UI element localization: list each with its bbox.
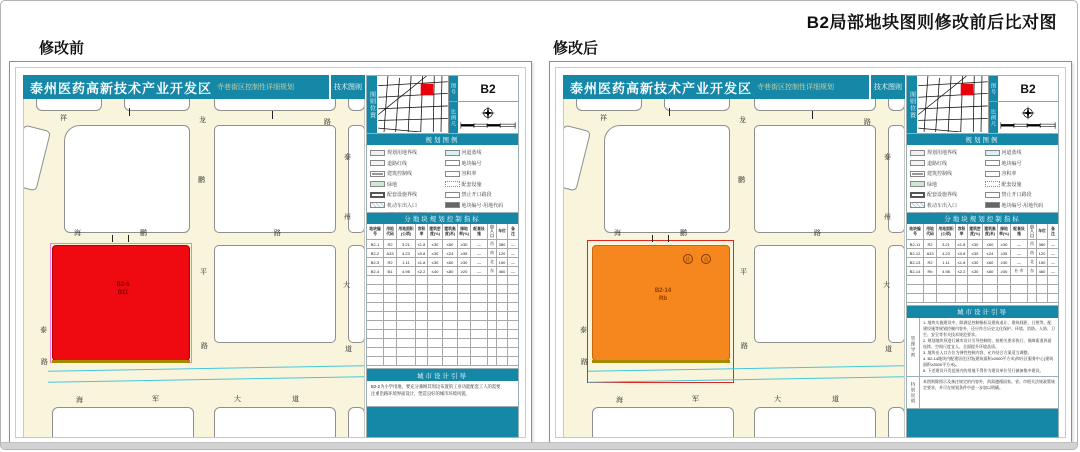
legend-item (910, 202, 981, 209)
locator-highlight (961, 84, 974, 96)
road-label: 鹏 (198, 177, 205, 184)
legend-swatch (445, 160, 460, 166)
footer-bar (907, 409, 1058, 437)
city-block (754, 407, 876, 438)
road-label: 大 (774, 396, 781, 403)
road-label: 泰 (884, 154, 891, 161)
legend-label: 绿地 (927, 181, 938, 188)
city-block (36, 99, 102, 111)
legend-item (445, 170, 516, 177)
legend-swatch (910, 202, 925, 208)
city-block (52, 407, 194, 438)
road-label: 龙 (739, 117, 746, 124)
legend-label: 配套设施 (461, 181, 482, 188)
road-tick (668, 235, 669, 242)
legend-swatch (985, 150, 1000, 156)
legend-item (370, 170, 441, 177)
legend-swatch (985, 160, 1000, 166)
road-label: 道 (885, 346, 892, 353)
sheet-corner-tag: 技术图则 (329, 75, 365, 99)
management-notes-label: 管理导则 (907, 318, 920, 377)
road-label: 祥 (60, 115, 67, 122)
legend-swatch (910, 150, 925, 156)
legend-column-right (985, 149, 1056, 208)
legend-item (445, 181, 516, 188)
city-block (754, 99, 876, 111)
road-label: 泰 (580, 327, 587, 334)
sheet-header (23, 75, 365, 99)
road-tick (652, 235, 653, 242)
scale-label: 比例尺 (449, 102, 458, 133)
legend-title-bar: 规划图例 (367, 134, 518, 145)
table-title-bar: 分地块规划控制指标 (907, 213, 1058, 224)
info-column-after (906, 75, 1059, 438)
legend-swatch (910, 181, 925, 187)
guide-title-bar: 城市设计引导 (907, 306, 1058, 318)
road-label: 平 (740, 269, 747, 276)
facility-badge: 社 (683, 254, 693, 264)
road-label: 军 (692, 396, 699, 403)
legend-swatch (985, 181, 1000, 187)
legend-item (370, 202, 441, 209)
city-block (214, 245, 336, 343)
legend (367, 145, 518, 213)
legend-swatch (910, 171, 925, 177)
legend-label: 配套设施界线 (387, 192, 418, 198)
city-block (348, 245, 365, 343)
legend-label: 容积率 (461, 171, 477, 177)
canal-line (48, 376, 365, 383)
legend-swatch (370, 192, 385, 198)
road-label: 路 (41, 359, 48, 366)
control-table-after: 地块编号 用地代码 用地面积(公顷) 容积率 建筑密度(%) 建筑高度(米) 绿地率(%) 配套设施 出入口 车位 备 注 B2-11 R2 3.21 ≤1.8 ≤30 ≤60 ≥30 — 西 380 — B2-12 A33 4.23 ≤0.8 ≤30 ≤24 ≥35 — 南 120 — B2-13 R2 1.11 ≤1.8 ≤30 ≤60 ≥30 — 北 150 — B2-14 Rb 4.98 ≤2.2 ≤30 ≤60 ≥30 社·市 东 460 — (907, 224, 1058, 306)
road-label: 鹏 (680, 230, 687, 237)
note-line: 1. 地块实施建设中，除满足控制指标及建筑退让、建筑间距、日照等，配建设施等规划控制内容外，还应符合历史文化保护、环境、消防、人防、卫生、安全等有关技术规范要求。 (923, 319, 1055, 337)
legend-swatch (370, 150, 385, 156)
road-label: 州 (344, 214, 351, 221)
road-tick (812, 111, 813, 119)
road-label: 路 (274, 230, 281, 237)
footer-bar (367, 407, 518, 437)
city-block (576, 99, 642, 111)
road-label: 路 (814, 230, 821, 237)
locator-map (917, 76, 989, 133)
label-before: 修改前 (39, 40, 85, 57)
label-after: 修改后 (553, 40, 599, 57)
legend-swatch (910, 160, 925, 166)
legend-label: 规划用地界线 (387, 150, 418, 156)
management-notes (907, 318, 1058, 378)
city-block (754, 245, 876, 343)
city-block (754, 125, 876, 233)
legend-item (370, 149, 441, 156)
locator-highlight (421, 84, 434, 96)
note-line: 4. B2-14地块内配建居住区级(建筑面积≥2000平方米)和社区服务中心(建筑面积≥2500平方米)。 (923, 355, 1054, 367)
facility-badge: 市 (701, 254, 711, 264)
block-label (93, 282, 153, 298)
road-label: 道 (345, 346, 352, 353)
legend-label: 配套设施界线 (927, 192, 958, 198)
legend-swatch (910, 192, 925, 198)
legend-swatch (985, 171, 1000, 177)
legend-label: 地块编号 (1001, 160, 1022, 167)
road-tick (129, 108, 130, 116)
special-notes-body: 本图则除图示及备注规定的内容外，尚需遵循国家、省、市相关法规政策规定要求，并可在规划条件中进一步加以明确。 (923, 379, 1055, 391)
sheet-title: 泰州医药高新技术产业开发区 (30, 80, 213, 96)
scale-bar (459, 122, 517, 130)
city-block (348, 407, 365, 438)
road-label: 祥 (600, 115, 607, 122)
legend-label: 机动车出入口 (927, 202, 958, 209)
sheet-before (9, 61, 532, 444)
city-block (214, 99, 336, 111)
locator-side-label: 图则位置 (367, 76, 377, 133)
legend-label: 道路红线 (927, 160, 948, 167)
legend-item (370, 191, 441, 198)
legend-swatch (445, 171, 460, 177)
control-table-before: 地块编号 用地代码 用地面积(公顷) 容积率 建筑密度(%) 建筑高度(米) 绿地率(%) 配套设施 出入口 车位 备 注 B2-1 R2 3.21 ≤1.8 ≤30 ≤60 ≥30 — 西 380 — B2-2 A33 4.23 ≤0.8 ≤30 ≤24 ≥35 — 南 120 — B2-3 R2 1.11 ≤1.8 ≤30 ≤60 ≥30 — 北 150 — B2-4 B1 4.98 ≤2.2 ≤40 ≤80 ≥20 — 东 460 — (367, 224, 518, 369)
note-line: B2-2为小学用地，要充分兼顾其周边布置的工业功能配套工人的需要， (371, 384, 505, 390)
city-block (664, 99, 730, 111)
note-line: 2. 规划地块须进行城市设计引导控制的，按相关要求执行，保障街道界面连续、空间尺度宜人、全面提升环境品质。 (923, 337, 1052, 349)
legend-item (910, 170, 981, 177)
legend (907, 145, 1058, 213)
legend-label: 绿地 (387, 181, 398, 188)
city-block (604, 125, 730, 233)
block-id: B2-14 (654, 288, 672, 294)
legend-swatch (445, 202, 460, 208)
legend-item (985, 170, 1056, 177)
legend-label: 禁止开口路段 (461, 192, 492, 198)
road-label: 鹏 (140, 230, 147, 237)
green-strip (52, 360, 190, 363)
legend-item (985, 160, 1056, 167)
plan-map-after (563, 99, 905, 438)
road-label: 道 (832, 396, 839, 403)
legend-swatch (985, 192, 1000, 198)
scale-label: 比例尺 (989, 102, 998, 133)
sheet-title: 泰州医药高新技术产业开发区 (570, 80, 753, 96)
legend-label: 禁止开口路段 (1001, 192, 1032, 198)
road-label: 路 (201, 343, 208, 350)
sheet-header (563, 75, 905, 99)
plot-no-label: 图号 (989, 76, 998, 101)
legend-column-left (910, 149, 981, 208)
block-id: B2-5 (116, 282, 130, 288)
page-title: B2局部地块图则修改前后比对图 (806, 13, 1057, 32)
road-label: 路 (324, 119, 331, 126)
road-label: 泰 (40, 327, 47, 334)
legend-swatch (370, 181, 385, 187)
plot-no-value: B2 (480, 81, 496, 96)
road-label: 州 (884, 214, 891, 221)
road-tick (112, 235, 113, 242)
legend-item (985, 149, 1056, 156)
legend-swatch (370, 171, 385, 177)
legend-item (370, 160, 441, 167)
city-block (888, 245, 905, 343)
legend-label: 河道蓝线 (461, 150, 482, 156)
legend-item (370, 181, 441, 188)
green-strip (592, 360, 730, 363)
city-block (888, 407, 905, 438)
design-notes-before (367, 381, 518, 407)
legend-label: 机动车出入口 (387, 202, 418, 209)
city-block (214, 407, 336, 438)
legend-label: 地块编号·用地代码 (461, 202, 504, 209)
locator-section (907, 76, 1058, 134)
locator-map (377, 76, 449, 133)
block-code: Rb (659, 295, 667, 302)
road-tick (128, 235, 129, 242)
road-label: 道 (292, 396, 299, 403)
legend-label: 地块编号·用地代码 (1001, 202, 1044, 209)
legend-label: 容积率 (1001, 171, 1017, 177)
sheet-subtitle: 寺巷街区控制性详细规划 (217, 84, 295, 91)
legend-item (910, 191, 981, 198)
canal-line (48, 365, 365, 372)
legend-column-left (370, 149, 441, 208)
locator-map-grid (917, 76, 989, 132)
legend-item (985, 181, 1056, 188)
city-block (888, 99, 905, 111)
compass-icon (480, 105, 496, 121)
legend-swatch (985, 202, 1000, 208)
sheet-subtitle: 寺巷街区控制性详细规划 (757, 84, 835, 91)
road-label: 大 (343, 282, 350, 289)
city-block (124, 99, 190, 111)
legend-label: 地块编号 (461, 160, 482, 167)
special-notes (907, 377, 1058, 409)
legend-title-bar: 规划图例 (907, 134, 1058, 145)
legend-item (910, 181, 981, 188)
locator-side-label: 图则位置 (907, 76, 917, 133)
legend-label: 规划用地界线 (927, 150, 958, 156)
road-label: 路 (581, 359, 588, 366)
block-label (633, 288, 693, 304)
note-line: 5. 下述建设开发范围内的用地不得作为建设单位另行储备集中建设。 (923, 367, 1044, 373)
city-block (214, 125, 336, 233)
legend-label: 河道蓝线 (1001, 150, 1022, 156)
subject-block-after (592, 245, 730, 361)
legend-item (445, 160, 516, 167)
legend-item (910, 160, 981, 167)
legend-swatch (445, 181, 460, 187)
road-label: 大 (883, 282, 890, 289)
legend-swatch (445, 192, 460, 198)
sheet-corner-tag: 技术图则 (869, 75, 905, 99)
legend-label: 道路红线 (387, 160, 408, 167)
special-notes-label: 特别说明 (907, 377, 920, 408)
compass-icon (1020, 105, 1036, 121)
plan-map-before (23, 99, 365, 438)
locator-map-grid (377, 76, 449, 132)
city-block (23, 125, 51, 192)
city-block (348, 99, 365, 111)
road-label: 军 (152, 396, 159, 403)
road-tick (669, 108, 670, 116)
legend-label: 配套设施 (1001, 181, 1022, 188)
road-tick (272, 111, 273, 119)
road-label: 龙 (199, 117, 206, 124)
subject-block-before (52, 245, 190, 361)
road-label: 平 (200, 269, 207, 276)
legend-label: 建筑控制线 (387, 171, 413, 177)
legend-item (985, 202, 1056, 209)
legend-item (910, 149, 981, 156)
city-block (64, 125, 190, 233)
legend-swatch (370, 160, 385, 166)
info-column-before (366, 75, 519, 438)
legend-column-right (445, 149, 516, 208)
table-title-bar: 分地块规划控制指标 (367, 213, 518, 224)
sheet-after (549, 61, 1072, 444)
note-line: 3. 地块出入口方位为弹性控制内容，允许结合方案适当调整。 (923, 349, 1032, 355)
road-label: 海 (616, 397, 623, 404)
city-block (563, 125, 591, 192)
guide-title-bar: 城市设计引导 (367, 369, 518, 381)
legend-item (985, 191, 1056, 198)
road-label: 海 (614, 230, 621, 237)
block-code: B11 (117, 289, 129, 296)
legend-item (445, 191, 516, 198)
road-label: 海 (76, 397, 83, 404)
legend-label: 建筑控制线 (927, 171, 953, 177)
road-label: 海 (74, 230, 81, 237)
legend-item (445, 202, 516, 209)
plot-no-label: 图号 (449, 76, 458, 101)
window-bottom-strip (1, 442, 1077, 449)
plot-no-value: B2 (1020, 81, 1036, 96)
road-label: 大 (234, 396, 241, 403)
legend-item (445, 149, 516, 156)
management-notes-body (920, 318, 1058, 377)
road-label: 路 (741, 343, 748, 350)
scale-bar (999, 122, 1057, 130)
locator-section (367, 76, 518, 134)
city-block (592, 407, 734, 438)
legend-swatch (370, 202, 385, 208)
road-label: 路 (864, 119, 871, 126)
note-line: 注重沿路环境界面设计，塑造良好的城市环境风貌。 (371, 390, 470, 396)
legend-swatch (445, 150, 460, 156)
road-label: 泰 (344, 154, 351, 161)
road-label: 鹏 (738, 177, 745, 184)
